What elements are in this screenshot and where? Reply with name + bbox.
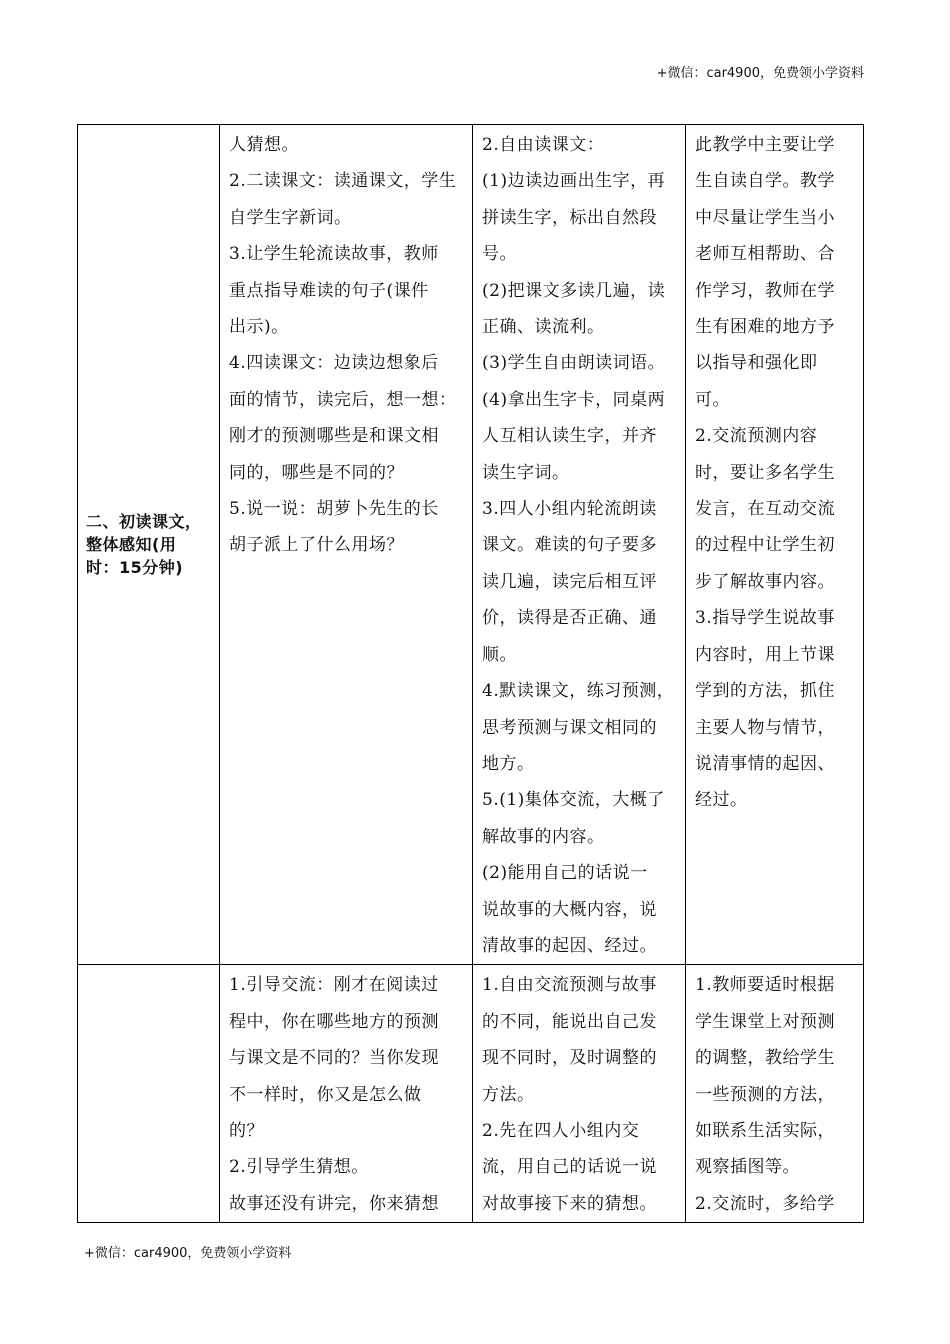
teacher-line: 5.说一说：胡萝卜先生的长 <box>229 499 439 520</box>
teacher-line: 与课文是不同的？当你发现 <box>229 1048 439 1069</box>
teacher-line: 2.引导学生猜想。 <box>229 1157 369 1178</box>
student-line: 读生字词。 <box>482 462 570 483</box>
teacher-line: 故事还没有讲完，你来猜想 <box>229 1193 439 1214</box>
student-line: (2)把课文多读几遍，读 <box>482 280 666 301</box>
student-line: 流，用自己的话说一说 <box>482 1157 657 1178</box>
design-line: 可。 <box>695 389 730 410</box>
design-line: 的调整，教给学生 <box>695 1048 835 1069</box>
design-line: 经过。 <box>695 790 748 811</box>
design-line: 主要人物与情节， <box>695 717 835 738</box>
student-line: 4.默读课文，练习预测， <box>482 681 675 702</box>
student-activity-cell <box>473 125 686 965</box>
teacher-line: 3.让学生轮流读故事，教师 <box>229 244 439 265</box>
teacher-line: 人猜想。 <box>229 135 299 155</box>
design-line: 3.指导学生说故事 <box>695 608 835 629</box>
student-line: 号。 <box>482 244 517 265</box>
student-line: 拼读生字，标出自然段 <box>482 207 657 228</box>
stage-line: 时：15分钟) <box>86 558 184 578</box>
stage-line: 二、初读课文， <box>86 512 202 532</box>
student-line: 2.自由读课文： <box>482 135 605 155</box>
teacher-line: 1.引导交流：刚才在阅读过 <box>229 975 439 996</box>
footer-watermark-note: +微信：car4900，免费领小学资料 <box>84 1246 292 1261</box>
design-intent-cell <box>686 965 864 1223</box>
header-watermark-note: +微信：car4900，免费领小学资料 <box>656 66 864 81</box>
student-line: 现不同时，及时调整的 <box>482 1048 657 1069</box>
design-line: 老师互相帮助、合 <box>695 244 835 265</box>
student-line: 说故事的大概内容，说 <box>482 899 657 920</box>
table-row-reading <box>78 125 864 965</box>
teacher-line: 4.四读课文：边读边想象后 <box>229 353 439 374</box>
design-line: 作学习，教师在学 <box>695 280 835 301</box>
design-line: 1.教师要适时根据 <box>695 975 835 996</box>
student-line: (2)能用自己的话说一 <box>482 863 648 884</box>
teacher-line: 面的情节，读完后，想一想： <box>229 389 457 410</box>
stage-cell-empty <box>78 965 220 1223</box>
student-line: 价，读得是否正确、通 <box>482 608 657 629</box>
student-line: 的不同，能说出自己发 <box>482 1011 657 1032</box>
student-line: 读几遍，读完后相互评 <box>482 571 657 592</box>
student-line: (4)拿出生字卡，同桌两 <box>482 389 666 410</box>
design-line: 此教学中主要让学 <box>695 135 835 155</box>
design-line: 时，要让多名学生 <box>695 462 835 483</box>
design-line: 2.交流时，多给学 <box>695 1193 835 1214</box>
design-line: 如联系生活实际， <box>695 1120 835 1141</box>
design-line: 的过程中让学生初 <box>695 535 835 556</box>
student-activity-cell <box>473 965 686 1223</box>
design-line: 内容时，用上节课 <box>695 644 835 665</box>
student-line: 顺。 <box>482 644 517 665</box>
design-line: 中尽量让学生当小 <box>695 207 835 228</box>
lesson-plan-table <box>77 124 864 1223</box>
student-line: 地方。 <box>482 753 535 774</box>
student-line: 3.四人小组内轮流朗读 <box>482 499 657 520</box>
student-line: 解故事的内容。 <box>482 826 605 847</box>
student-line: 清故事的起因、经过。 <box>482 935 657 956</box>
design-line: 生自读自学。教学 <box>695 171 835 192</box>
design-line: 发言，在互动交流 <box>695 499 835 520</box>
design-line: 步了解故事内容。 <box>695 571 835 592</box>
design-line: 一些预测的方法， <box>695 1084 835 1105</box>
teacher-line: 的？ <box>229 1120 264 1141</box>
stage-cell <box>78 125 220 965</box>
student-line: (3)学生自由朗读词语。 <box>482 353 666 374</box>
teacher-line: 出示)。 <box>229 317 289 338</box>
teacher-line: 胡子派上了什么用场？ <box>229 535 404 556</box>
teacher-line: 不一样时，你又是怎么做 <box>229 1084 422 1105</box>
design-line: 观察插图等。 <box>695 1157 800 1178</box>
teacher-activity-cell <box>220 125 473 965</box>
student-line: 5.(1)集体交流，大概了 <box>482 790 665 811</box>
student-line: 对故事接下来的猜想。 <box>482 1193 657 1214</box>
design-line: 以指导和强化即 <box>695 353 818 374</box>
student-line: 1.自由交流预测与故事 <box>482 975 657 996</box>
student-line: 人互相认读生字，并齐 <box>482 426 657 447</box>
stage-line: 整体感知(用 <box>86 535 177 555</box>
design-line: 学到的方法，抓住 <box>695 681 835 702</box>
design-line: 2.交流预测内容 <box>695 426 818 447</box>
design-intent-cell <box>686 125 864 965</box>
teacher-line: 刚才的预测哪些是和课文相 <box>229 426 439 447</box>
design-line: 生有困难的地方予 <box>695 317 835 338</box>
student-line: 2.先在四人小组内交 <box>482 1120 640 1141</box>
student-line: 课文。难读的句子要多 <box>482 535 657 556</box>
design-line: 学生课堂上对预测 <box>695 1011 835 1032</box>
teacher-line: 同的，哪些是不同的？ <box>229 462 404 483</box>
design-line: 说清事情的起因、 <box>695 753 835 774</box>
student-line: 思考预测与课文相同的 <box>482 717 657 738</box>
student-line: (1)边读边画出生字，再 <box>482 171 666 192</box>
student-line: 方法。 <box>482 1084 535 1105</box>
teacher-line: 自学生字新词。 <box>229 207 352 228</box>
teacher-activity-cell <box>220 965 473 1223</box>
table-row-discussion <box>78 965 864 1223</box>
teacher-line: 重点指导难读的句子(课件 <box>229 280 429 301</box>
teacher-line: 2.二读课文：读通课文，学生 <box>229 171 457 192</box>
teacher-line: 程中，你在哪些地方的预测 <box>229 1011 439 1032</box>
student-line: 正确、读流利。 <box>482 317 605 338</box>
